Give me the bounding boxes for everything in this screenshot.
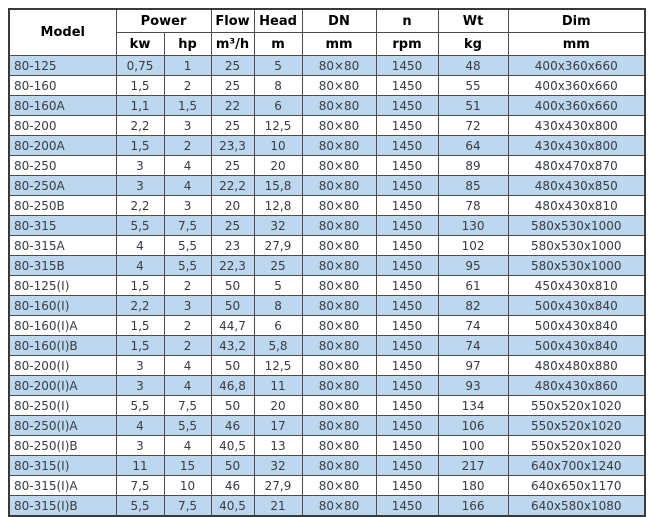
cell-dim: 550x520x1020 [508, 416, 645, 436]
table-row [9, 456, 645, 476]
table-row [9, 356, 645, 376]
cell-hp: 2 [164, 276, 211, 296]
cell-flow: 22,3 [211, 256, 254, 276]
cell-dim: 430x430x800 [508, 136, 645, 156]
col-header-n-unit: rpm [376, 33, 438, 56]
cell-head: 20 [254, 156, 302, 176]
cell-hp: 10 [164, 476, 211, 496]
cell-hp: 1,5 [164, 96, 211, 116]
cell-hp: 2 [164, 316, 211, 336]
cell-wt: 93 [438, 376, 508, 396]
cell-kw: 1,5 [116, 276, 164, 296]
cell-model: 80-200A [9, 136, 116, 156]
cell-head: 20 [254, 396, 302, 416]
cell-flow: 25 [211, 216, 254, 236]
table-row [9, 216, 645, 236]
cell-kw: 11 [116, 456, 164, 476]
cell-head: 13 [254, 436, 302, 456]
cell-flow: 22 [211, 96, 254, 116]
cell-hp: 15 [164, 456, 211, 476]
cell-dim: 480x430x810 [508, 196, 645, 216]
cell-model: 80-125 [9, 56, 116, 76]
cell-hp: 3 [164, 296, 211, 316]
cell-n: 1450 [376, 396, 438, 416]
cell-dn: 80×80 [302, 256, 376, 276]
cell-n: 1450 [376, 476, 438, 496]
cell-n: 1450 [376, 76, 438, 96]
col-header-kw: kw [116, 33, 164, 56]
col-header-power: Power [116, 9, 211, 33]
cell-dim: 500x430x840 [508, 336, 645, 356]
table-row [9, 376, 645, 396]
pump-spec-table [8, 8, 646, 517]
cell-hp: 4 [164, 356, 211, 376]
cell-head: 10 [254, 136, 302, 156]
table-row [9, 396, 645, 416]
cell-model: 80-250A [9, 176, 116, 196]
table-row [9, 116, 645, 136]
cell-n: 1450 [376, 196, 438, 216]
cell-n: 1450 [376, 316, 438, 336]
cell-dim: 450x430x810 [508, 276, 645, 296]
table-row [9, 276, 645, 296]
cell-wt: 74 [438, 316, 508, 336]
cell-model: 80-160A [9, 96, 116, 116]
cell-dn: 80×80 [302, 76, 376, 96]
table-row [9, 56, 645, 76]
cell-wt: 130 [438, 216, 508, 236]
cell-n: 1450 [376, 236, 438, 256]
cell-flow: 46,8 [211, 376, 254, 396]
cell-dn: 80×80 [302, 396, 376, 416]
cell-flow: 43,2 [211, 336, 254, 356]
cell-flow: 50 [211, 276, 254, 296]
cell-flow: 40,5 [211, 436, 254, 456]
cell-head: 12,5 [254, 116, 302, 136]
col-header-wt-unit: kg [438, 33, 508, 56]
cell-model: 80-315(I)B [9, 496, 116, 517]
cell-dn: 80×80 [302, 96, 376, 116]
cell-dim: 400x360x660 [508, 76, 645, 96]
cell-head: 6 [254, 316, 302, 336]
cell-n: 1450 [376, 436, 438, 456]
cell-kw: 1,5 [116, 316, 164, 336]
cell-n: 1450 [376, 116, 438, 136]
table-row [9, 176, 645, 196]
cell-dn: 80×80 [302, 116, 376, 136]
cell-dim: 400x360x660 [508, 96, 645, 116]
cell-kw: 1,5 [116, 136, 164, 156]
cell-n: 1450 [376, 376, 438, 396]
col-header-dim: Dim [508, 9, 645, 33]
cell-model: 80-315(I) [9, 456, 116, 476]
cell-dn: 80×80 [302, 476, 376, 496]
cell-wt: 106 [438, 416, 508, 436]
cell-kw: 5,5 [116, 396, 164, 416]
cell-kw: 5,5 [116, 496, 164, 517]
cell-model: 80-250 [9, 156, 116, 176]
cell-dim: 580x530x1000 [508, 256, 645, 276]
cell-hp: 5,5 [164, 256, 211, 276]
cell-dn: 80×80 [302, 416, 376, 436]
cell-head: 27,9 [254, 476, 302, 496]
col-header-flow: Flow [211, 9, 254, 33]
cell-kw: 4 [116, 416, 164, 436]
cell-kw: 1,5 [116, 336, 164, 356]
cell-dn: 80×80 [302, 236, 376, 256]
cell-head: 5,8 [254, 336, 302, 356]
cell-kw: 4 [116, 256, 164, 276]
cell-flow: 25 [211, 56, 254, 76]
cell-kw: 0,75 [116, 56, 164, 76]
cell-kw: 5,5 [116, 216, 164, 236]
cell-dn: 80×80 [302, 456, 376, 476]
cell-n: 1450 [376, 416, 438, 436]
cell-n: 1450 [376, 56, 438, 76]
cell-n: 1450 [376, 496, 438, 517]
cell-flow: 46 [211, 476, 254, 496]
cell-n: 1450 [376, 136, 438, 156]
cell-dim: 580x530x1000 [508, 236, 645, 256]
cell-dn: 80×80 [302, 436, 376, 456]
cell-hp: 7,5 [164, 496, 211, 517]
cell-wt: 72 [438, 116, 508, 136]
cell-model: 80-160(I)A [9, 316, 116, 336]
cell-kw: 3 [116, 156, 164, 176]
cell-model: 80-250(I)B [9, 436, 116, 456]
cell-kw: 3 [116, 436, 164, 456]
col-header-n: n [376, 9, 438, 33]
col-header-dn: DN [302, 9, 376, 33]
header-row-labels [9, 9, 645, 33]
col-header-model: Model [9, 9, 116, 56]
cell-head: 27,9 [254, 236, 302, 256]
cell-flow: 20 [211, 196, 254, 216]
cell-dim: 640x650x1170 [508, 476, 645, 496]
cell-hp: 5,5 [164, 416, 211, 436]
cell-flow: 40,5 [211, 496, 254, 517]
table-row [9, 136, 645, 156]
cell-head: 6 [254, 96, 302, 116]
cell-hp: 5,5 [164, 236, 211, 256]
cell-n: 1450 [376, 356, 438, 376]
cell-head: 32 [254, 216, 302, 236]
cell-kw: 3 [116, 176, 164, 196]
cell-kw: 2,2 [116, 296, 164, 316]
cell-hp: 2 [164, 136, 211, 156]
cell-wt: 51 [438, 96, 508, 116]
table-row [9, 316, 645, 336]
cell-n: 1450 [376, 256, 438, 276]
cell-hp: 3 [164, 116, 211, 136]
cell-wt: 55 [438, 76, 508, 96]
cell-kw: 4 [116, 236, 164, 256]
table-row [9, 96, 645, 116]
cell-dim: 480x430x860 [508, 376, 645, 396]
cell-hp: 4 [164, 436, 211, 456]
cell-flow: 46 [211, 416, 254, 436]
cell-model: 80-315 [9, 216, 116, 236]
cell-hp: 7,5 [164, 216, 211, 236]
cell-head: 8 [254, 76, 302, 96]
cell-head: 5 [254, 56, 302, 76]
cell-head: 5 [254, 276, 302, 296]
table-body [9, 56, 645, 517]
cell-dn: 80×80 [302, 296, 376, 316]
col-header-dim-unit: mm [508, 33, 645, 56]
col-header-head-unit: m [254, 33, 302, 56]
cell-wt: 102 [438, 236, 508, 256]
cell-wt: 74 [438, 336, 508, 356]
cell-dim: 480x430x850 [508, 176, 645, 196]
col-header-flow-unit: m³/h [211, 33, 254, 56]
table-row [9, 496, 645, 517]
cell-model: 80-200(I) [9, 356, 116, 376]
cell-dim: 640x580x1080 [508, 496, 645, 517]
table-header [9, 9, 645, 56]
cell-flow: 44,7 [211, 316, 254, 336]
cell-kw: 2,2 [116, 196, 164, 216]
cell-model: 80-125(I) [9, 276, 116, 296]
cell-model: 80-200(I)A [9, 376, 116, 396]
table-row [9, 436, 645, 456]
cell-n: 1450 [376, 456, 438, 476]
cell-wt: 64 [438, 136, 508, 156]
cell-n: 1450 [376, 96, 438, 116]
cell-wt: 180 [438, 476, 508, 496]
cell-dim: 480x480x880 [508, 356, 645, 376]
cell-model: 80-315(I)A [9, 476, 116, 496]
cell-dim: 550x520x1020 [508, 436, 645, 456]
cell-flow: 50 [211, 456, 254, 476]
table-row [9, 416, 645, 436]
cell-hp: 1 [164, 56, 211, 76]
table-row [9, 76, 645, 96]
cell-hp: 4 [164, 176, 211, 196]
table-row [9, 296, 645, 316]
cell-kw: 2,2 [116, 116, 164, 136]
cell-head: 11 [254, 376, 302, 396]
cell-n: 1450 [376, 176, 438, 196]
cell-head: 25 [254, 256, 302, 276]
cell-head: 8 [254, 296, 302, 316]
cell-flow: 25 [211, 76, 254, 96]
cell-dim: 500x430x840 [508, 296, 645, 316]
cell-dn: 80×80 [302, 176, 376, 196]
cell-dim: 550x520x1020 [508, 396, 645, 416]
col-header-dn-unit: mm [302, 33, 376, 56]
cell-flow: 25 [211, 156, 254, 176]
cell-kw: 7,5 [116, 476, 164, 496]
cell-wt: 166 [438, 496, 508, 517]
table-row [9, 196, 645, 216]
cell-hp: 2 [164, 336, 211, 356]
cell-flow: 25 [211, 116, 254, 136]
cell-model: 80-250B [9, 196, 116, 216]
cell-flow: 50 [211, 296, 254, 316]
cell-dim: 500x430x840 [508, 316, 645, 336]
cell-dim: 640x700x1240 [508, 456, 645, 476]
cell-flow: 22,2 [211, 176, 254, 196]
cell-dn: 80×80 [302, 156, 376, 176]
cell-dim: 480x470x870 [508, 156, 645, 176]
cell-model: 80-160 [9, 76, 116, 96]
cell-dn: 80×80 [302, 216, 376, 236]
col-header-wt: Wt [438, 9, 508, 33]
col-header-hp: hp [164, 33, 211, 56]
cell-dn: 80×80 [302, 496, 376, 517]
cell-head: 32 [254, 456, 302, 476]
cell-hp: 4 [164, 156, 211, 176]
cell-model: 80-160(I)B [9, 336, 116, 356]
cell-head: 17 [254, 416, 302, 436]
cell-head: 21 [254, 496, 302, 517]
cell-model: 80-315B [9, 256, 116, 276]
cell-wt: 82 [438, 296, 508, 316]
cell-wt: 85 [438, 176, 508, 196]
cell-flow: 23 [211, 236, 254, 256]
cell-kw: 3 [116, 356, 164, 376]
cell-dn: 80×80 [302, 376, 376, 396]
cell-wt: 97 [438, 356, 508, 376]
cell-flow: 50 [211, 396, 254, 416]
cell-model: 80-160(I) [9, 296, 116, 316]
cell-dn: 80×80 [302, 336, 376, 356]
cell-hp: 2 [164, 76, 211, 96]
cell-dim: 580x530x1000 [508, 216, 645, 236]
cell-dn: 80×80 [302, 316, 376, 336]
table-row [9, 256, 645, 276]
cell-n: 1450 [376, 276, 438, 296]
cell-wt: 100 [438, 436, 508, 456]
cell-model: 80-250(I) [9, 396, 116, 416]
cell-hp: 4 [164, 376, 211, 396]
cell-dim: 400x360x660 [508, 56, 645, 76]
cell-head: 12,5 [254, 356, 302, 376]
cell-model: 80-250(I)A [9, 416, 116, 436]
cell-dn: 80×80 [302, 356, 376, 376]
cell-head: 12,8 [254, 196, 302, 216]
cell-wt: 61 [438, 276, 508, 296]
cell-hp: 3 [164, 196, 211, 216]
cell-dim: 430x430x800 [508, 116, 645, 136]
cell-n: 1450 [376, 216, 438, 236]
cell-wt: 217 [438, 456, 508, 476]
cell-kw: 3 [116, 376, 164, 396]
cell-model: 80-200 [9, 116, 116, 136]
cell-n: 1450 [376, 336, 438, 356]
cell-dn: 80×80 [302, 196, 376, 216]
table-row [9, 156, 645, 176]
cell-wt: 78 [438, 196, 508, 216]
table-row [9, 336, 645, 356]
cell-dn: 80×80 [302, 56, 376, 76]
table-row [9, 236, 645, 256]
cell-kw: 1,1 [116, 96, 164, 116]
cell-wt: 95 [438, 256, 508, 276]
col-header-head: Head [254, 9, 302, 33]
cell-kw: 1,5 [116, 76, 164, 96]
cell-wt: 48 [438, 56, 508, 76]
cell-n: 1450 [376, 296, 438, 316]
cell-wt: 89 [438, 156, 508, 176]
cell-n: 1450 [376, 156, 438, 176]
cell-wt: 134 [438, 396, 508, 416]
table-row [9, 476, 645, 496]
cell-hp: 7,5 [164, 396, 211, 416]
cell-flow: 23,3 [211, 136, 254, 156]
cell-dn: 80×80 [302, 276, 376, 296]
cell-dn: 80×80 [302, 136, 376, 156]
cell-model: 80-315A [9, 236, 116, 256]
cell-flow: 50 [211, 356, 254, 376]
cell-head: 15,8 [254, 176, 302, 196]
